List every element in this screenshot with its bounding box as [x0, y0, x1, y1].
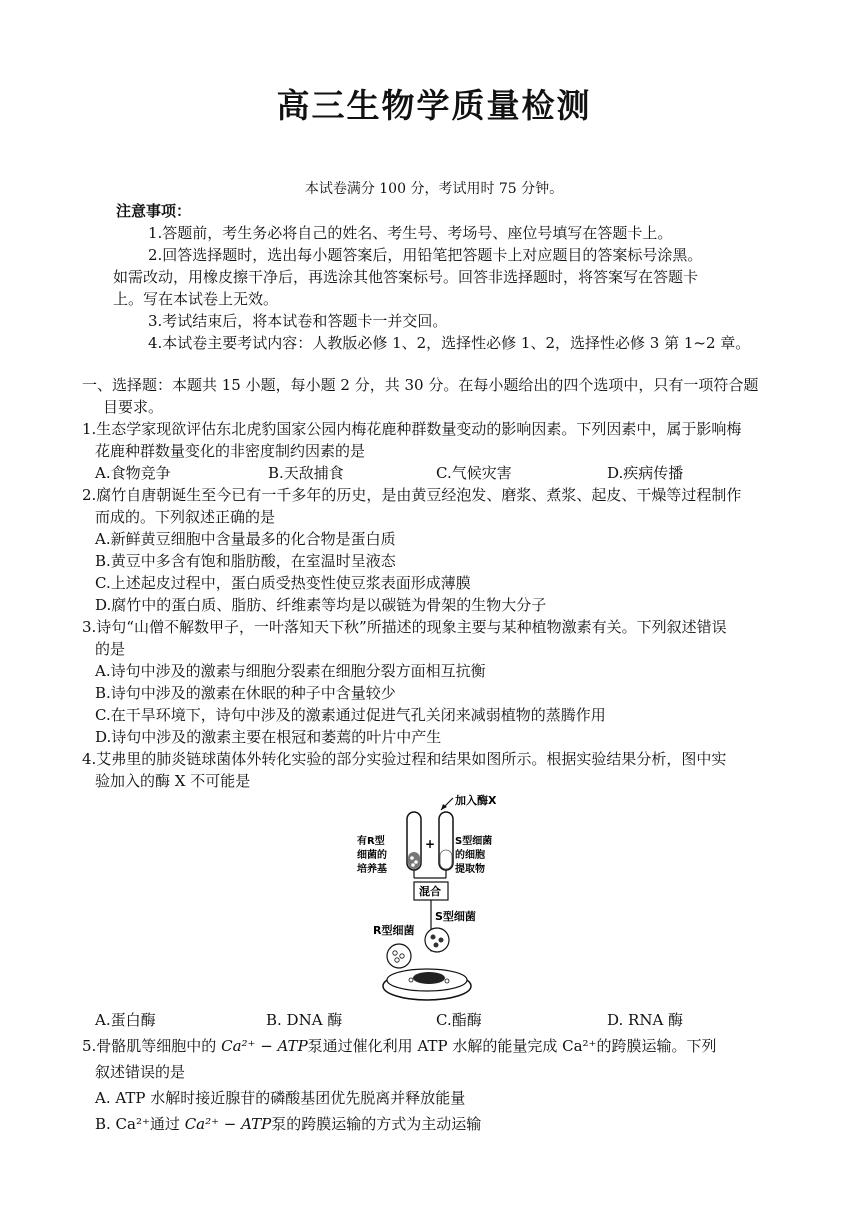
option-a: A.新鲜黄豆细胞中含量最多的化合物是蛋白质 [95, 530, 396, 548]
note-item-4: 4.本试卷主要考试内容：人教版必修 1、2，选择性必修 1、2，选择性必修 3 第 1~2 章。 [148, 334, 751, 352]
option-c: C.酯酶 [436, 1011, 482, 1029]
right-tube-contents [440, 850, 452, 869]
s-type-label: S型细菌 [435, 910, 476, 923]
right-tube-label-1: S型细菌 [455, 836, 493, 847]
question-4-stem-cont: 验加入的酶 X 不可能是 [95, 772, 251, 790]
notes-heading: 注意事项： [116, 202, 192, 220]
option-a: A. ATP 水解时接近腺苷的磷酸基团优先脱离并释放能量 [95, 1089, 466, 1107]
r-type-label: R型细菌 [373, 924, 415, 937]
q5-b-text-post: 泵的跨膜运输的方式为主动运输 [271, 1115, 482, 1133]
note-item-1: 1.答题前，考生务必将自己的姓名、考生号、考场号、座位号填写在答题卡上。 [148, 224, 673, 242]
page-title: 高三生物学质量检测 [276, 86, 592, 125]
option-c: C.气候灾害 [436, 464, 512, 482]
option-c: C.在干旱环境下，诗句中涉及的激素通过促进气孔关闭来减弱植物的蒸腾作用 [95, 706, 606, 724]
option-b: B.天敌捕食 [268, 464, 344, 482]
option-c: C.上述起皮过程中，蛋白质受热变性使豆浆表面形成薄膜 [95, 574, 471, 592]
right-tube-label-3: 提取物 [455, 864, 485, 875]
section-heading-cont: 目要求。 [103, 398, 164, 416]
option-a: A.蛋白酶 [95, 1011, 156, 1029]
left-tube-label-3: 培养基 [357, 864, 387, 875]
option-a: A.诗句中涉及的激素与细胞分裂素在细胞分裂方面相互抗衡 [95, 662, 486, 680]
left-tube-label-1: 有R型 [357, 836, 385, 847]
colony [413, 972, 445, 984]
mix-label: 混合 [419, 885, 441, 898]
option-b: B.黄豆中多含有饱和脂肪酸，在室温时呈液态 [95, 552, 396, 570]
option-b: B. DNA 酶 [266, 1011, 343, 1029]
experiment-figure [355, 790, 540, 1010]
note-item-3: 3.考试结束后，将本试卷和答题卡一并交回。 [148, 312, 448, 330]
q5-b-text-pre: B. Ca²⁺通过 [95, 1115, 185, 1133]
option-d: D.腐竹中的蛋白质、脂肪、纤维素等均是以碳链为骨架的生物大分子 [95, 596, 547, 614]
add-enzyme-label: 加入酶X [455, 794, 497, 807]
note-item-2: 2.回答选择题时，选出每小题答案后，用铅笔把答题卡上对应题目的答案标号涂黑。 [148, 246, 703, 264]
option-b [95, 1114, 481, 1134]
q5-text-a: 5.骨骼肌等细胞中的 [82, 1037, 222, 1055]
note-item-2-cont2: 上。写在本试卷上无效。 [113, 290, 279, 308]
question-5-stem-cont: 叙述错误的是 [95, 1063, 186, 1081]
section-heading: 一、选择题：本题共 15 小题，每小题 2 分，共 30 分。在每小题给出的四个选项中，只有一项符合题 [82, 376, 759, 394]
option-d: D. RNA 酶 [607, 1011, 684, 1029]
question-1-stem: 1.生态学家现欲评估东北虎豹国家公园内梅花鹿种群数量变动的影响因素。下列因素中，属于影响梅 [82, 420, 742, 438]
question-3-stem: 3.诗句“山僧不解数甲子，一叶落知天下秋”所描述的现象主要与某种植物激素有关。下列叙述错误 [82, 618, 727, 636]
note-item-2-cont: 如需改动，用橡皮擦干净后，再选涂其他答案标号。回答非选择题时，将答案写在答题卡 [113, 268, 699, 286]
option-b: B.诗句中涉及的激素在休眠的种子中含量较少 [95, 684, 396, 702]
s-bubble [425, 928, 449, 952]
q5-text-b: 泵通过催化利用 ATP 水解的能量完成 Ca²⁺的跨膜运输。下列 [307, 1037, 717, 1055]
question-4-stem: 4.艾弗里的肺炎链球菌体外转化实验的部分实验过程和结果如图所示。根据实验结果分析，图中实 [82, 750, 727, 768]
question-5-stem [82, 1036, 716, 1056]
r-bubble [387, 944, 411, 968]
q5-b-formula: Ca²⁺ − ATP [184, 1115, 272, 1133]
question-1-stem-cont: 花鹿种群数量变化的非密度制约因素的是 [95, 442, 366, 460]
question-3-stem-cont: 的是 [95, 640, 126, 658]
question-2-stem-cont: 而成的。下列叙述正确的是 [95, 508, 276, 526]
option-a: A.食物竞争 [95, 464, 171, 482]
option-d: D.诗句中涉及的激素主要在根冠和萎蔫的叶片中产生 [95, 728, 442, 746]
question-2-stem: 2.腐竹自唐朝诞生至今已有一千多年的历史，是由黄豆经泡发、磨浆、煮浆、起皮、干燥等过程制作 [82, 486, 742, 504]
option-d: D.疾病传播 [607, 464, 684, 482]
plus-sign: + [425, 837, 436, 851]
q5-formula: Ca²⁺ − ATP [221, 1037, 308, 1055]
left-tube-label-2: 细菌的 [357, 850, 387, 861]
right-tube-label-2: 的细胞 [455, 850, 485, 861]
exam-info: 本试卷满分 100 分，考试用时 75 分钟。 [304, 181, 564, 197]
